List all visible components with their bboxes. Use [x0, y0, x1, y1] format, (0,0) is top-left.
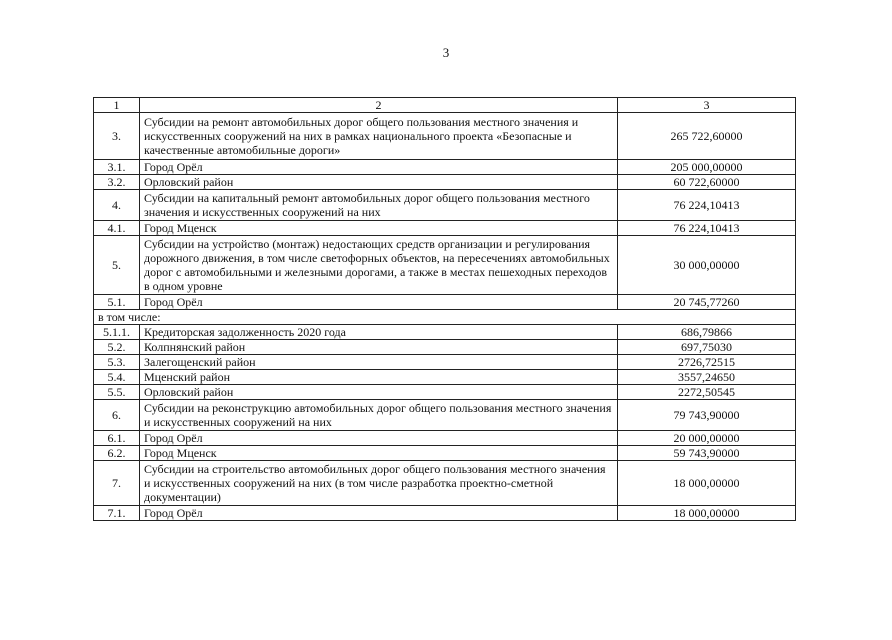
row-value-cell: 79 743,90000: [618, 400, 796, 431]
row-name-cell: Субсидии на строительство автомобильных дорог общего пользования местного значения и искусственных сооружений на них (в том числе разработка проектно-сметной документации): [140, 461, 618, 506]
row-name-cell: Город Мценск: [140, 446, 618, 461]
row-number-cell: 7.: [94, 461, 140, 506]
row-number-cell: 5.3.: [94, 355, 140, 370]
table-row: [94, 355, 796, 370]
table-subheading: в том числе:: [94, 310, 796, 325]
subsidies-table: [93, 97, 796, 521]
row-number-cell: 7.1.: [94, 506, 140, 521]
row-number-cell: 5.: [94, 236, 140, 295]
table-row: [94, 461, 796, 506]
row-name-cell: Город Мценск: [140, 221, 618, 236]
row-name-cell: Орловский район: [140, 175, 618, 190]
table-row: [94, 446, 796, 461]
row-name-cell: Город Орёл: [140, 431, 618, 446]
table-row: [94, 400, 796, 431]
row-number-cell: 6.: [94, 400, 140, 431]
row-value-cell: 3557,24650: [618, 370, 796, 385]
table-row: [94, 506, 796, 521]
row-number-cell: 6.1.: [94, 431, 140, 446]
table-row: [94, 190, 796, 221]
table-row: [94, 310, 796, 325]
row-value-cell: 59 743,90000: [618, 446, 796, 461]
row-value-cell: 76 224,10413: [618, 190, 796, 221]
row-value-cell: 265 722,60000: [618, 113, 796, 160]
table-row: [94, 340, 796, 355]
table-row: [94, 431, 796, 446]
table-header-row: [94, 98, 796, 113]
row-value-cell: 686,79866: [618, 325, 796, 340]
row-number-cell: 5.1.1.: [94, 325, 140, 340]
row-value-cell: 2272,50545: [618, 385, 796, 400]
table-row: [94, 175, 796, 190]
row-value-cell: 697,75030: [618, 340, 796, 355]
row-name-cell: Субсидии на устройство (монтаж) недостающих средств организации и регулирования дорожного движения, в том числе светофорных объектов, на пересечениях автомобильных дорог с автомобильными и железными дорогами, а также в местах пешеходных переходов в одном уровне: [140, 236, 618, 295]
row-value-cell: 2726,72515: [618, 355, 796, 370]
row-value-cell: 30 000,00000: [618, 236, 796, 295]
row-number-cell: 5.2.: [94, 340, 140, 355]
row-name-cell: Город Орёл: [140, 506, 618, 521]
table-row: [94, 385, 796, 400]
row-number-cell: 5.5.: [94, 385, 140, 400]
row-number-cell: 3.2.: [94, 175, 140, 190]
row-value-cell: 205 000,00000: [618, 160, 796, 175]
row-value-cell: 18 000,00000: [618, 461, 796, 506]
row-name-cell: Субсидии на ремонт автомобильных дорог общего пользования местного значения и искусственных сооружений на них в рамках национального проекта «Безопасные и качественные автомобильные дороги»: [140, 113, 618, 160]
table-row: [94, 295, 796, 310]
header-col-1: 1: [94, 98, 140, 113]
row-name-cell: Орловский район: [140, 385, 618, 400]
row-name-cell: Город Орёл: [140, 295, 618, 310]
row-number-cell: 3.: [94, 113, 140, 160]
header-col-2: 2: [140, 98, 618, 113]
row-name-cell: Субсидии на реконструкцию автомобильных дорог общего пользования местного значения и искусственных сооружений на них: [140, 400, 618, 431]
row-number-cell: 6.2.: [94, 446, 140, 461]
row-name-cell: Субсидии на капитальный ремонт автомобильных дорог общего пользования местного значения и искусственных сооружений на них: [140, 190, 618, 221]
row-value-cell: 20 000,00000: [618, 431, 796, 446]
table-row: [94, 113, 796, 160]
row-name-cell: Мценский район: [140, 370, 618, 385]
table-row: [94, 325, 796, 340]
row-name-cell: Колпнянский район: [140, 340, 618, 355]
table-row: [94, 236, 796, 295]
row-number-cell: 5.1.: [94, 295, 140, 310]
page-number: 3: [442, 45, 450, 60]
table-row: [94, 221, 796, 236]
row-number-cell: 5.4.: [94, 370, 140, 385]
row-value-cell: 20 745,77260: [618, 295, 796, 310]
row-value-cell: 18 000,00000: [618, 506, 796, 521]
row-number-cell: 4.: [94, 190, 140, 221]
row-number-cell: 4.1.: [94, 221, 140, 236]
table-row: [94, 370, 796, 385]
row-value-cell: 76 224,10413: [618, 221, 796, 236]
row-name-cell: Город Орёл: [140, 160, 618, 175]
table-row: [94, 160, 796, 175]
header-col-3: 3: [618, 98, 796, 113]
row-number-cell: 3.1.: [94, 160, 140, 175]
row-name-cell: Залегощенский район: [140, 355, 618, 370]
row-name-cell: Кредиторская задолженность 2020 года: [140, 325, 618, 340]
row-value-cell: 60 722,60000: [618, 175, 796, 190]
